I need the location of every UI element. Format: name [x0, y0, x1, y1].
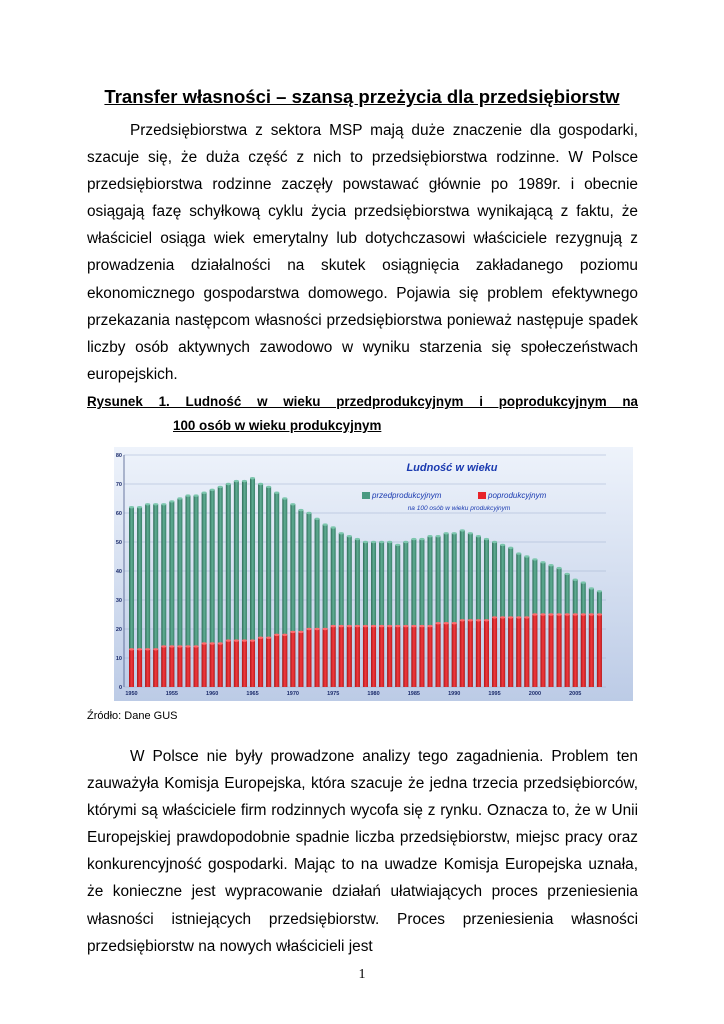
bar-cap — [266, 637, 271, 639]
bar-cap — [557, 613, 562, 615]
bar-cap — [524, 616, 529, 618]
bar-cap — [516, 616, 521, 618]
bar-poprodukcyjnym — [589, 615, 594, 688]
bar-poprodukcyjnym — [371, 626, 376, 687]
bar-cap — [129, 648, 134, 650]
bar-cap — [387, 625, 392, 627]
bar-cap — [460, 529, 465, 531]
bar-cap — [194, 494, 199, 496]
bar-cap — [226, 483, 231, 485]
bar-cap — [306, 512, 311, 514]
bar-cap — [258, 483, 263, 485]
bar-cap — [436, 622, 441, 624]
bar-cap — [218, 642, 223, 644]
x-tick-label: 1960 — [206, 691, 219, 697]
bar-poprodukcyjnym — [177, 646, 182, 687]
bar-cap — [234, 480, 239, 482]
legend-swatch-przedprodukcyjnym — [362, 492, 370, 499]
bar-cap — [484, 538, 489, 540]
bar-cap — [226, 639, 231, 641]
bar-cap — [202, 642, 207, 644]
bar-cap — [573, 613, 578, 615]
bar-poprodukcyjnym — [258, 638, 263, 687]
bar-cap — [298, 509, 303, 511]
x-tick-label: 1985 — [407, 691, 420, 697]
bar-cap — [540, 613, 545, 615]
bar-poprodukcyjnym — [516, 617, 521, 687]
bar-cap — [540, 561, 545, 563]
bar-cap — [403, 625, 408, 627]
legend-label-poprodukcyjnym: poprodukcyjnym — [488, 491, 547, 500]
bar-cap — [363, 541, 368, 543]
bar-cap — [169, 500, 174, 502]
bar-poprodukcyjnym — [274, 635, 279, 687]
bar-cap — [282, 634, 287, 636]
bar-cap — [282, 497, 287, 499]
figure-caption-line1: Rysunek 1. Ludność w wieku przedprodukcyjnym i poprodukcyjnym na — [87, 394, 638, 409]
bar-cap — [274, 492, 279, 494]
bar-cap — [194, 645, 199, 647]
bar-cap — [500, 544, 505, 546]
bar-cap — [452, 622, 457, 624]
bar-cap — [597, 590, 602, 592]
bar-cap — [250, 477, 255, 479]
bar-poprodukcyjnym — [145, 649, 150, 687]
bar-cap — [169, 645, 174, 647]
bar-cap — [355, 625, 360, 627]
x-tick-label: 1955 — [165, 691, 178, 697]
x-tick-label: 1990 — [448, 691, 461, 697]
x-tick-label: 2005 — [569, 691, 582, 697]
bar-cap — [532, 558, 537, 560]
bar-poprodukcyjnym — [266, 638, 271, 687]
bar-cap — [557, 567, 562, 569]
bar-cap — [428, 625, 433, 627]
bar-cap — [573, 579, 578, 581]
bar-cap — [153, 503, 158, 505]
bar-cap — [589, 613, 594, 615]
bar-cap — [500, 616, 505, 618]
bar-cap — [565, 613, 570, 615]
bar-cap — [242, 639, 247, 641]
bar-cap — [323, 628, 328, 630]
bar-cap — [379, 541, 384, 543]
bar-poprodukcyjnym — [573, 615, 578, 688]
population-chart — [114, 447, 633, 701]
bar-cap — [419, 538, 424, 540]
bar-cap — [444, 532, 449, 534]
second-paragraph: W Polsce nie były prowadzone analizy tego zagadnienia. Problem ten zauważyła Komisja Europejska, która szacuje że jedna trzecia przedsiębiorców, którymi są właściciele firm rodzinnych wycofa się z rynku. Oznacza to, że w Unii Europejskiej prawdopodobnie spadnie liczba przedsiębiorstw, miejsc pracy oraz konkurencyjność gospodarki. Mając to na uwadze Komisja Europejska uznała, że konieczne jest wypracowanie działań ułatwiających proces przeniesienia własności istniejących przedsiębiorstw. Proces przeniesienia własności przedsiębiorstw na nowych właścicieli jest — [87, 748, 638, 955]
bar-poprodukcyjnym — [597, 615, 602, 688]
bar-poprodukcyjnym — [565, 615, 570, 688]
bar-cap — [395, 625, 400, 627]
bar-cap — [395, 544, 400, 546]
bar-cap — [137, 506, 142, 508]
x-tick-label: 2000 — [528, 691, 542, 697]
y-tick-label: 20 — [115, 627, 122, 633]
bar-cap — [508, 547, 513, 549]
bar-poprodukcyjnym — [306, 629, 311, 687]
x-tick-label: 1970 — [286, 691, 299, 697]
bar-cap — [315, 518, 320, 520]
bar-cap — [315, 628, 320, 630]
bar-cap — [274, 634, 279, 636]
y-tick-label: 30 — [115, 598, 122, 604]
bar-cap — [379, 625, 384, 627]
population-chart-svg — [114, 447, 633, 701]
bar-poprodukcyjnym — [355, 626, 360, 687]
bar-cap — [210, 489, 215, 491]
bar-poprodukcyjnym — [508, 617, 513, 687]
bar-poprodukcyjnym — [500, 617, 505, 687]
x-tick-label: 1995 — [488, 691, 501, 697]
bar-cap — [492, 616, 497, 618]
bar-cap — [444, 622, 449, 624]
bar-cap — [387, 541, 392, 543]
bar-cap — [419, 625, 424, 627]
bar-poprodukcyjnym — [210, 644, 215, 688]
bar-cap — [298, 631, 303, 633]
figure-caption-line2: 100 osób w wieku produkcyjnym — [173, 418, 382, 433]
bar-cap — [436, 535, 441, 537]
bar-cap — [339, 625, 344, 627]
bar-cap — [185, 645, 190, 647]
bar-cap — [290, 503, 295, 505]
bar-poprodukcyjnym — [436, 623, 441, 687]
bar-cap — [524, 555, 529, 557]
bar-poprodukcyjnym — [226, 641, 231, 687]
bar-poprodukcyjnym — [298, 632, 303, 687]
bar-poprodukcyjnym — [476, 620, 481, 687]
bar-cap — [581, 613, 586, 615]
bar-cap — [177, 497, 182, 499]
bar-cap — [161, 503, 166, 505]
bar-cap — [508, 616, 513, 618]
bar-cap — [185, 494, 190, 496]
bar-poprodukcyjnym — [202, 644, 207, 688]
bar-cap — [145, 648, 150, 650]
bar-cap — [452, 532, 457, 534]
bar-poprodukcyjnym — [218, 644, 223, 688]
bar-cap — [411, 625, 416, 627]
bar-cap — [234, 639, 239, 641]
y-tick-label: 10 — [115, 656, 122, 662]
legend-swatch-poprodukcyjnym — [478, 492, 486, 499]
y-tick-label: 0 — [118, 685, 122, 691]
bar-poprodukcyjnym — [331, 626, 336, 687]
bar-poprodukcyjnym — [524, 617, 529, 687]
bar-cap — [258, 637, 263, 639]
bar-cap — [468, 619, 473, 621]
bar-cap — [153, 648, 158, 650]
bar-cap — [250, 639, 255, 641]
y-tick-label: 70 — [115, 482, 122, 488]
bar-poprodukcyjnym — [153, 649, 158, 687]
x-tick-label: 1950 — [125, 691, 138, 697]
bar-cap — [460, 619, 465, 621]
figure-source: Źródło: Dane GUS — [87, 710, 178, 722]
bar-cap — [323, 523, 328, 525]
bar-poprodukcyjnym — [492, 617, 497, 687]
bar-cap — [210, 642, 215, 644]
bar-cap — [266, 486, 271, 488]
bar-cap — [589, 587, 594, 589]
bar-cap — [306, 628, 311, 630]
bar-cap — [202, 492, 207, 494]
bar-poprodukcyjnym — [419, 626, 424, 687]
bar-poprodukcyjnym — [161, 646, 166, 687]
document-title: Transfer własności – szansą przeżycia dla przedsiębiorstw — [104, 86, 620, 107]
intro-paragraph: Przedsiębiorstwa z sektora MSP mają duże znaczenie dla gospodarki, szacuje się, że duża część z nich to przedsiębiorstwa rodzinne. W Polsce przedsiębiorstwa rodzinne zaczęły powstawać głównie po 1989r. i obecnie osiągają fazę schyłkową cyklu życia przedsiębiorstwa wynikającą z faktu, że właściciel osiąga wiek emerytalny lub dotychczasowi właściciele rezygnują z prowadzenia działalności na skutek osiągnięcia zakładanego poziomu ekonomicznego gospodarstwa domowego. Pojawia się problem efektywnego przekazania następcom własności przedsiębiorstwa ponieważ następuje spadek liczby osób aktywnych zawodowo w wyniku starzenia się społeczeństwach europejskich. — [87, 122, 638, 383]
bar-cap — [218, 486, 223, 488]
bar-cap — [476, 535, 481, 537]
bar-poprodukcyjnym — [234, 641, 239, 687]
bar-poprodukcyjnym — [411, 626, 416, 687]
bar-cap — [411, 538, 416, 540]
bar-cap — [476, 619, 481, 621]
page-number: 1 — [358, 967, 366, 982]
bar-poprodukcyjnym — [532, 615, 537, 688]
bar-poprodukcyjnym — [395, 626, 400, 687]
bar-cap — [347, 535, 352, 537]
y-tick-label: 50 — [115, 540, 122, 546]
bar-poprodukcyjnym — [387, 626, 392, 687]
x-tick-label: 1965 — [246, 691, 259, 697]
bar-cap — [371, 625, 376, 627]
bar-cap — [145, 503, 150, 505]
bar-poprodukcyjnym — [282, 635, 287, 687]
bar-poprodukcyjnym — [323, 629, 328, 687]
bar-cap — [331, 625, 336, 627]
bar-poprodukcyjnym — [129, 649, 134, 687]
bar-cap — [597, 613, 602, 615]
bar-cap — [565, 573, 570, 575]
bar-cap — [355, 538, 360, 540]
bar-cap — [516, 552, 521, 554]
bar-poprodukcyjnym — [403, 626, 408, 687]
bar-poprodukcyjnym — [169, 646, 174, 687]
bar-poprodukcyjnym — [242, 641, 247, 687]
bar-poprodukcyjnym — [290, 632, 295, 687]
bar-cap — [549, 564, 554, 566]
bar-poprodukcyjnym — [428, 626, 433, 687]
bar-cap — [581, 581, 586, 583]
bar-cap — [549, 613, 554, 615]
bar-poprodukcyjnym — [315, 629, 320, 687]
bar-poprodukcyjnym — [452, 623, 457, 687]
bar-poprodukcyjnym — [137, 649, 142, 687]
bar-cap — [129, 506, 134, 508]
legend-label-przedprodukcyjnym: przedprodukcyjnym — [372, 491, 442, 500]
bar-poprodukcyjnym — [557, 615, 562, 688]
x-tick-label: 1975 — [327, 691, 340, 697]
bar-cap — [484, 619, 489, 621]
y-tick-label: 80 — [115, 453, 122, 459]
bar-cap — [177, 645, 182, 647]
bar-poprodukcyjnym — [347, 626, 352, 687]
bar-cap — [161, 645, 166, 647]
bar-cap — [290, 631, 295, 633]
bar-poprodukcyjnym — [185, 646, 190, 687]
bar-cap — [137, 648, 142, 650]
bar-poprodukcyjnym — [444, 623, 449, 687]
bar-poprodukcyjnym — [460, 620, 465, 687]
bar-cap — [347, 625, 352, 627]
bar-poprodukcyjnym — [540, 615, 545, 688]
bar-poprodukcyjnym — [581, 615, 586, 688]
bar-cap — [492, 541, 497, 543]
bar-poprodukcyjnym — [484, 620, 489, 687]
y-tick-label: 60 — [115, 511, 122, 517]
bar-cap — [468, 532, 473, 534]
bar-cap — [532, 613, 537, 615]
chart-title: Ludność w wieku — [406, 462, 498, 474]
bar-cap — [371, 541, 376, 543]
x-tick-label: 1980 — [367, 691, 380, 697]
bar-poprodukcyjnym — [339, 626, 344, 687]
bar-cap — [403, 541, 408, 543]
bar-cap — [428, 535, 433, 537]
bar-cap — [363, 625, 368, 627]
y-tick-label: 40 — [115, 569, 122, 575]
bar-poprodukcyjnym — [194, 646, 199, 687]
bar-cap — [331, 526, 336, 528]
bar-poprodukcyjnym — [549, 615, 554, 688]
bar-cap — [242, 480, 247, 482]
bar-poprodukcyjnym — [468, 620, 473, 687]
chart-subtitle: na 100 osób w wieku produkcyjnym — [407, 505, 511, 512]
bar-poprodukcyjnym — [379, 626, 384, 687]
bar-poprodukcyjnym — [250, 641, 255, 687]
bar-poprodukcyjnym — [363, 626, 368, 687]
bar-cap — [339, 532, 344, 534]
